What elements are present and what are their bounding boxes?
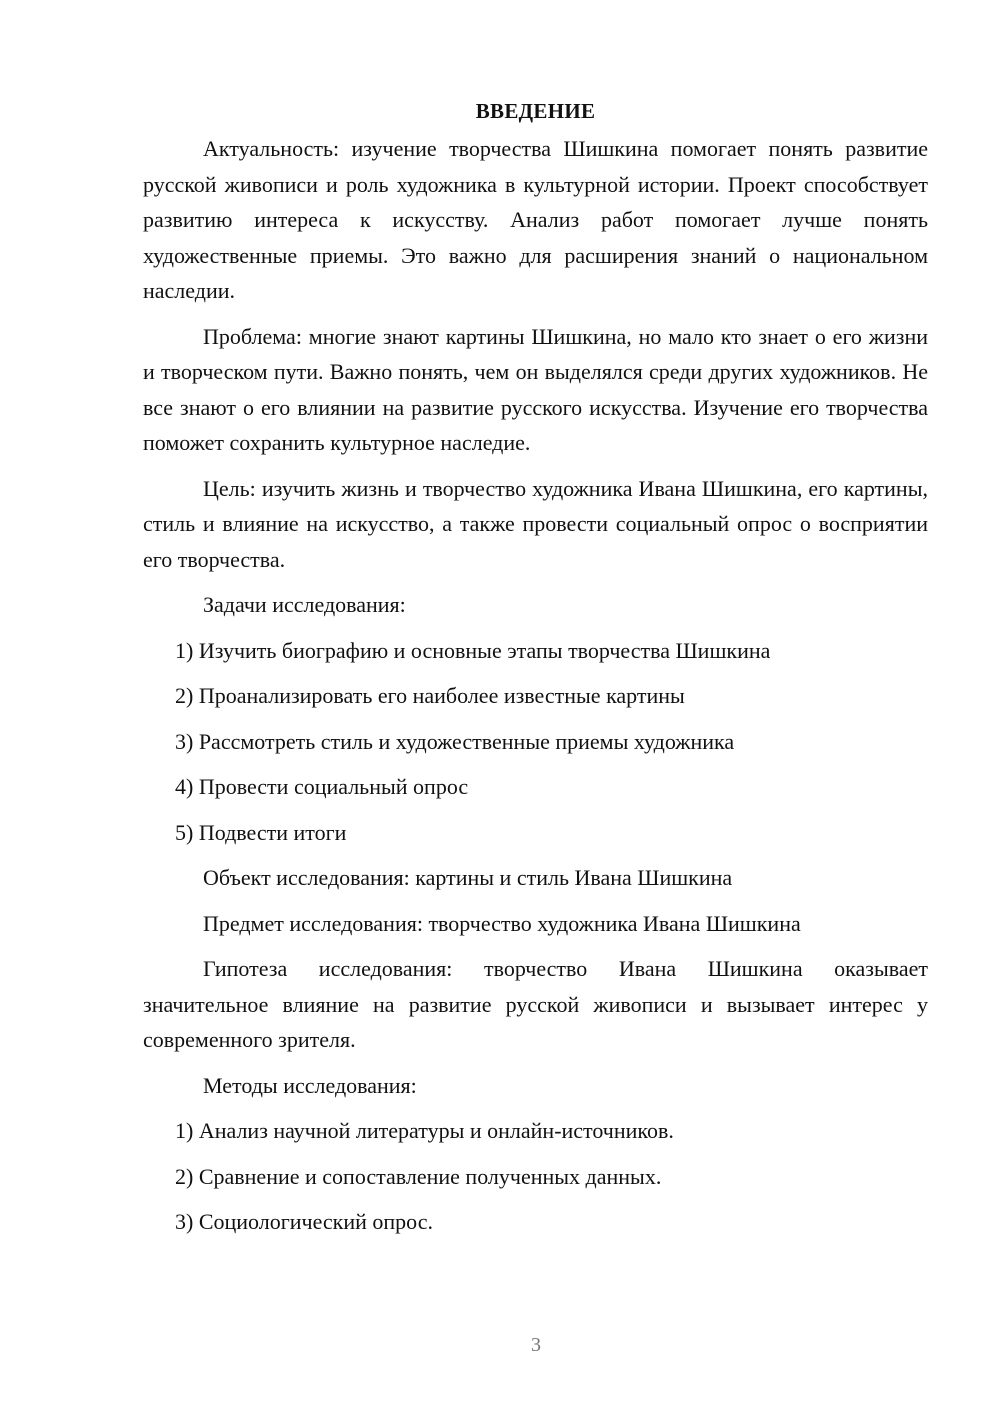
hypothesis-paragraph: Гипотеза исследования: творчество Ивана Шишкина оказывает значительное влияние на развитие русской живописи и вызывает интерес у современного зрителя. xyxy=(143,956,928,1052)
methods-heading: Методы исследования: xyxy=(203,1072,417,1098)
task-item: 1) Изучить биографию и основные этапы творчества Шишкина xyxy=(175,637,771,663)
method-item: 2) Сравнение и сопоставление полученных данных. xyxy=(175,1163,662,1189)
page-number: 3 xyxy=(531,1334,541,1356)
task-item: 3) Рассмотреть стиль и художественные приемы художника xyxy=(175,728,735,754)
task-item: 5) Подвести итоги xyxy=(175,819,347,845)
method-item: 3) Социологический опрос. xyxy=(175,1209,433,1234)
tasks-heading: Задачи исследования: xyxy=(203,592,406,617)
page-content xyxy=(143,96,928,1240)
task-item: 2) Проанализировать его наиболее известные картины xyxy=(175,683,685,708)
relevance-paragraph: Актуальность: изучение творчества Шишкина помогает понять развитие русской живописи и роль художника в культурной истории. Проект способствует развитию интереса к искусству. Анализ работ помогает лучше понять художественные приемы. Это важно для расширения знаний о национальном наследии. xyxy=(143,136,928,303)
research-subject: Предмет исследования: творчество художника Ивана Шишкина xyxy=(203,910,801,936)
task-item: 4) Провести социальный опрос xyxy=(175,774,469,799)
goal-paragraph: Цель: изучить жизнь и творчество художника Ивана Шишкина, его картины, стиль и влияние на искусство, а также провести социальный опрос о восприятии его творчества. xyxy=(143,475,928,572)
problem-paragraph: Проблема: многие знают картины Шишкина, но мало кто знает о его жизни и творческом пути. Важно понять, чем он выделялся среди других художников. Не все знают о его влиянии на развитие русского искусства. Изучение его творчества поможет сохранить культурное наследие. xyxy=(143,323,928,455)
method-item: 1) Анализ научной литературы и онлайн-источников. xyxy=(175,1118,674,1143)
section-title: ВВЕДЕНИЕ xyxy=(475,99,596,123)
research-object: Объект исследования: картины и стиль Ивана Шишкина xyxy=(203,865,733,890)
